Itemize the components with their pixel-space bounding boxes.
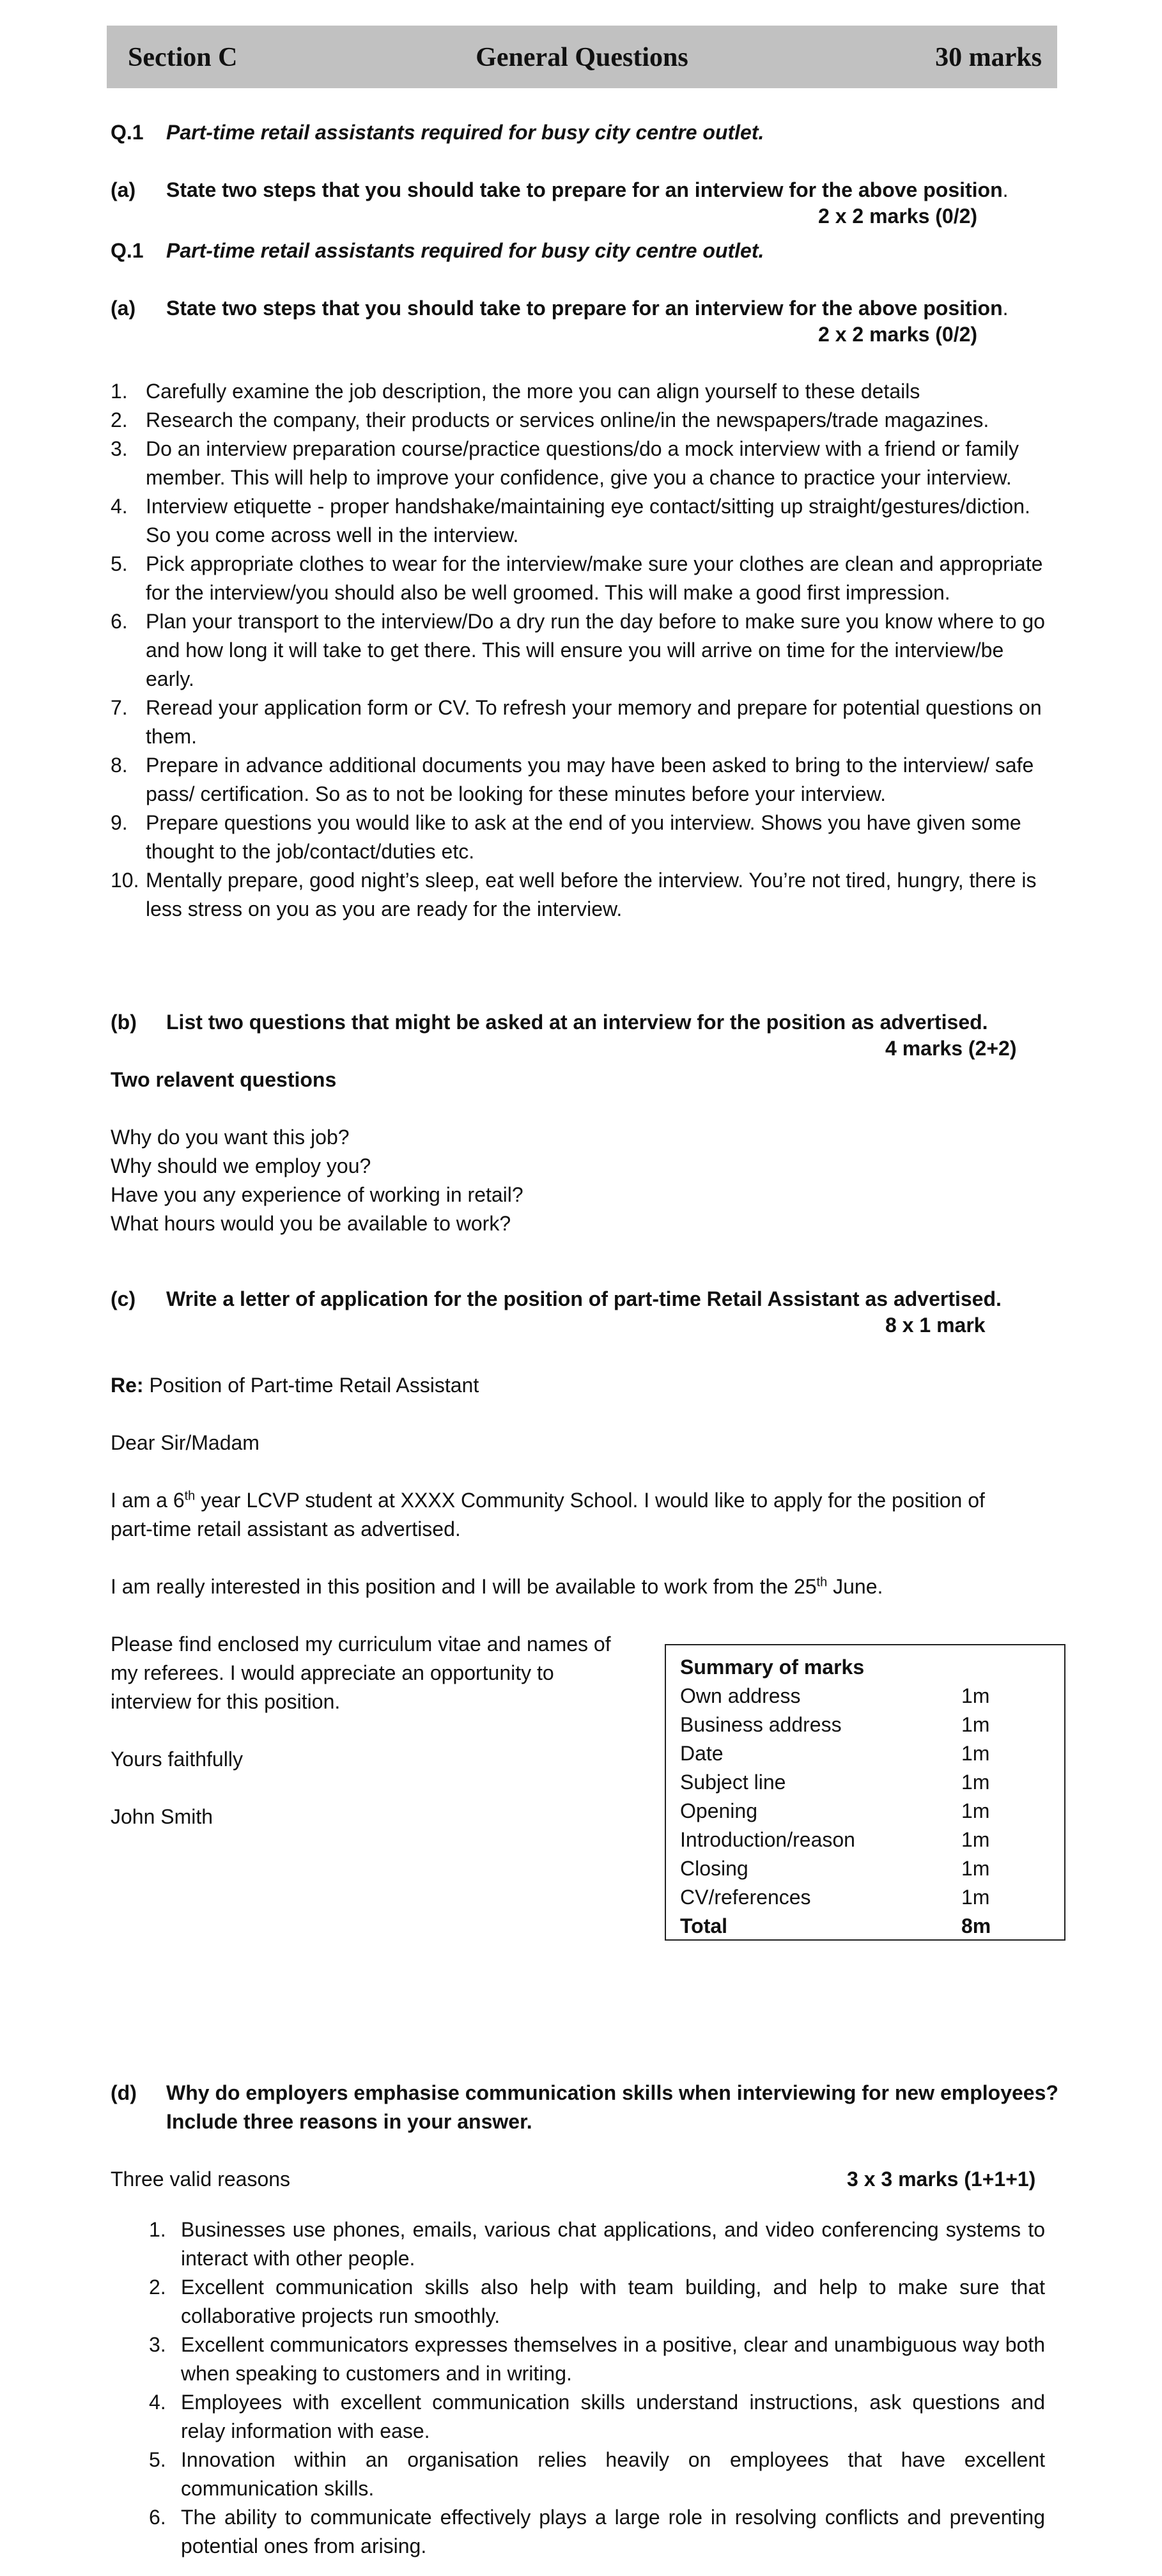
list-item: 4. Interview etiquette - proper handshake/maintaining eye contact/sitting up straight/gestures/diction. So you come across well in the interview. bbox=[111, 495, 1030, 547]
question-c bbox=[111, 1285, 1002, 1314]
question-1-prompt bbox=[111, 118, 764, 147]
list-item: 5. Innovation within an organisation relies heavily on employees that have excellent communication skills. bbox=[149, 2448, 1045, 2500]
list-item: 7. Reread your application form or CV. To refresh your memory and prepare for potential questions on them. bbox=[111, 696, 1042, 748]
letter-paragraph-2: I am really interested in this position and I will be available to work from the 25th June. bbox=[111, 1575, 883, 1598]
question-a bbox=[111, 176, 1009, 205]
letter-paragraph-3-line-1: Please find enclosed my curriculum vitae and names of bbox=[111, 1633, 611, 1656]
list-item: 1. Businesses use phones, emails, various chat applications, and video conferencing systems to interact with other people. bbox=[149, 2218, 1045, 2270]
section-marks: 30 marks bbox=[935, 43, 1042, 72]
question-a-label: (a) bbox=[111, 178, 136, 201]
list-item: What hours would you be available to work? bbox=[111, 1212, 511, 1235]
interview-tips-list bbox=[111, 377, 1057, 924]
list-item: 1. Carefully examine the job description, the more you can align yourself to these details bbox=[111, 380, 920, 403]
list-item: 4. Employees with excellent communication skills understand instructions, ask questions and relay information with ease. bbox=[149, 2391, 1045, 2442]
list-item: 6. Plan your transport to the interview/Do a dry run the day before to make sure you know where to go and how long it will take to get there. This will ensure you will arrive on time for the interview/be early. bbox=[111, 610, 1045, 690]
question-c-label: (c) bbox=[111, 1287, 136, 1310]
question-b-marks: 4 marks (2+2) bbox=[885, 1037, 1017, 1060]
question-number: Q.1 bbox=[111, 239, 144, 262]
question-b-label: (b) bbox=[111, 1011, 137, 1034]
question-1-prompt-repeat bbox=[111, 237, 764, 265]
list-item: 3. Excellent communicators expresses themselves in a positive, clear and unambiguous way both when speaking to customers and in writing. bbox=[149, 2333, 1045, 2385]
section-header bbox=[107, 26, 1057, 88]
letter-paragraph-1: I am a 6th year LCVP student at XXXX Community School. I would like to apply for the position of bbox=[111, 1489, 985, 1512]
question-d-label: (d) bbox=[111, 2081, 137, 2104]
list-item: 8. Prepare in advance additional documents you may have been asked to bring to the interview/ safe pass/ certification. So as to not be looking for these minutes before your interview. bbox=[111, 754, 1034, 805]
question-prompt-text: Part-time retail assistants required for busy city centre outlet. bbox=[166, 121, 764, 144]
section-label: Section C bbox=[128, 43, 238, 72]
question-b bbox=[111, 1008, 988, 1037]
question-a-text: State two steps that you should take to prepare for an interview for the above position bbox=[166, 178, 1003, 201]
question-a-marks-repeat: 2 x 2 marks (0/2) bbox=[818, 323, 978, 346]
list-item: 2. Excellent communication skills also help with team building, and help to make sure that collaborative projects run smoothly. bbox=[149, 2276, 1045, 2327]
letter-subject-line bbox=[111, 1371, 479, 1400]
question-a-period: . bbox=[1002, 297, 1009, 320]
question-d-text-line-1: Why do employers emphasise communication skills when interviewing for new employees? bbox=[166, 2081, 1058, 2104]
section-title: General Questions bbox=[476, 43, 688, 72]
question-c-text: Write a letter of application for the position of part-time Retail Assistant as advertised. bbox=[166, 1287, 1002, 1310]
question-d-subhead: Three valid reasons bbox=[111, 2168, 291, 2191]
list-item: Why do you want this job? bbox=[111, 1126, 350, 1149]
list-item: 5. Pick appropriate clothes to wear for the interview/make sure your clothes are clean and appropriate for the interview/you should also be well groomed. This will make a good first impression. bbox=[111, 552, 1043, 604]
list-item: 10. Mentally prepare, good night’s sleep, eat well before the interview. You’re not tired, hungry, there is less stress on you as you are ready for the interview. bbox=[111, 869, 1037, 920]
question-d-marks: 3 x 3 marks (1+1+1) bbox=[847, 2168, 1036, 2191]
question-prompt-text: Part-time retail assistants required for busy city centre outlet. bbox=[166, 239, 764, 262]
letter-paragraph-1-cont: part-time retail assistant as advertised. bbox=[111, 1517, 461, 1540]
question-d-line-2 bbox=[166, 2107, 532, 2136]
question-a-period: . bbox=[1002, 178, 1009, 201]
letter-salutation: Dear Sir/Madam bbox=[111, 1431, 260, 1454]
list-item: Why should we employ you? bbox=[111, 1154, 371, 1177]
re-label: Re: bbox=[111, 1374, 144, 1397]
communication-reasons-list bbox=[149, 2215, 1045, 2561]
letter-paragraph-3-line-3: interview for this position. bbox=[111, 1690, 341, 1713]
re-text: Position of Part-time Retail Assistant bbox=[149, 1374, 479, 1397]
list-item: Have you any experience of working in retail? bbox=[111, 1183, 523, 1206]
marks-summary-box: Summary of marks Own address 1m Business address 1m Date 1m Subject line 1m Opening 1m Introduction/reason 1m Closing 1m CV/references 1m Total 8m bbox=[665, 1644, 1065, 1941]
question-b-subhead: Two relavent questions bbox=[111, 1068, 337, 1091]
list-item: 2. Research the company, their products or services online/in the newspapers/trade magazines. bbox=[111, 408, 989, 431]
letter-closing: Yours faithfully bbox=[111, 1748, 243, 1771]
question-d bbox=[111, 2079, 1058, 2107]
question-a-repeat bbox=[111, 294, 1009, 323]
question-a-label: (a) bbox=[111, 297, 136, 320]
marks-summary-title: Summary of marks bbox=[680, 1656, 865, 1679]
question-number: Q.1 bbox=[111, 121, 144, 144]
letter-paragraph-3-line-2: my referees. I would appreciate an opportunity to bbox=[111, 1661, 554, 1684]
question-a-marks: 2 x 2 marks (0/2) bbox=[818, 205, 978, 228]
list-item: 9. Prepare questions you would like to ask at the end of you interview. Shows you have given some thought to the job/contact/duties etc. bbox=[111, 811, 1021, 863]
question-c-marks: 8 x 1 mark bbox=[885, 1314, 986, 1337]
list-item: 3. Do an interview preparation course/practice questions/do a mock interview with a friend or family member. This will help to improve your confidence, give you a chance to practice your interview. bbox=[111, 437, 1019, 489]
list-item: 6. The ability to communicate effectively plays a large role in resolving conflicts and preventing potential ones from arising. bbox=[149, 2506, 1045, 2557]
question-b-text: List two questions that might be asked at an interview for the position as advertised. bbox=[166, 1011, 988, 1034]
question-d-text-line-2: Include three reasons in your answer. bbox=[166, 2110, 532, 2133]
letter-signature: John Smith bbox=[111, 1805, 213, 1828]
question-a-text: State two steps that you should take to prepare for an interview for the above position bbox=[166, 297, 1003, 320]
